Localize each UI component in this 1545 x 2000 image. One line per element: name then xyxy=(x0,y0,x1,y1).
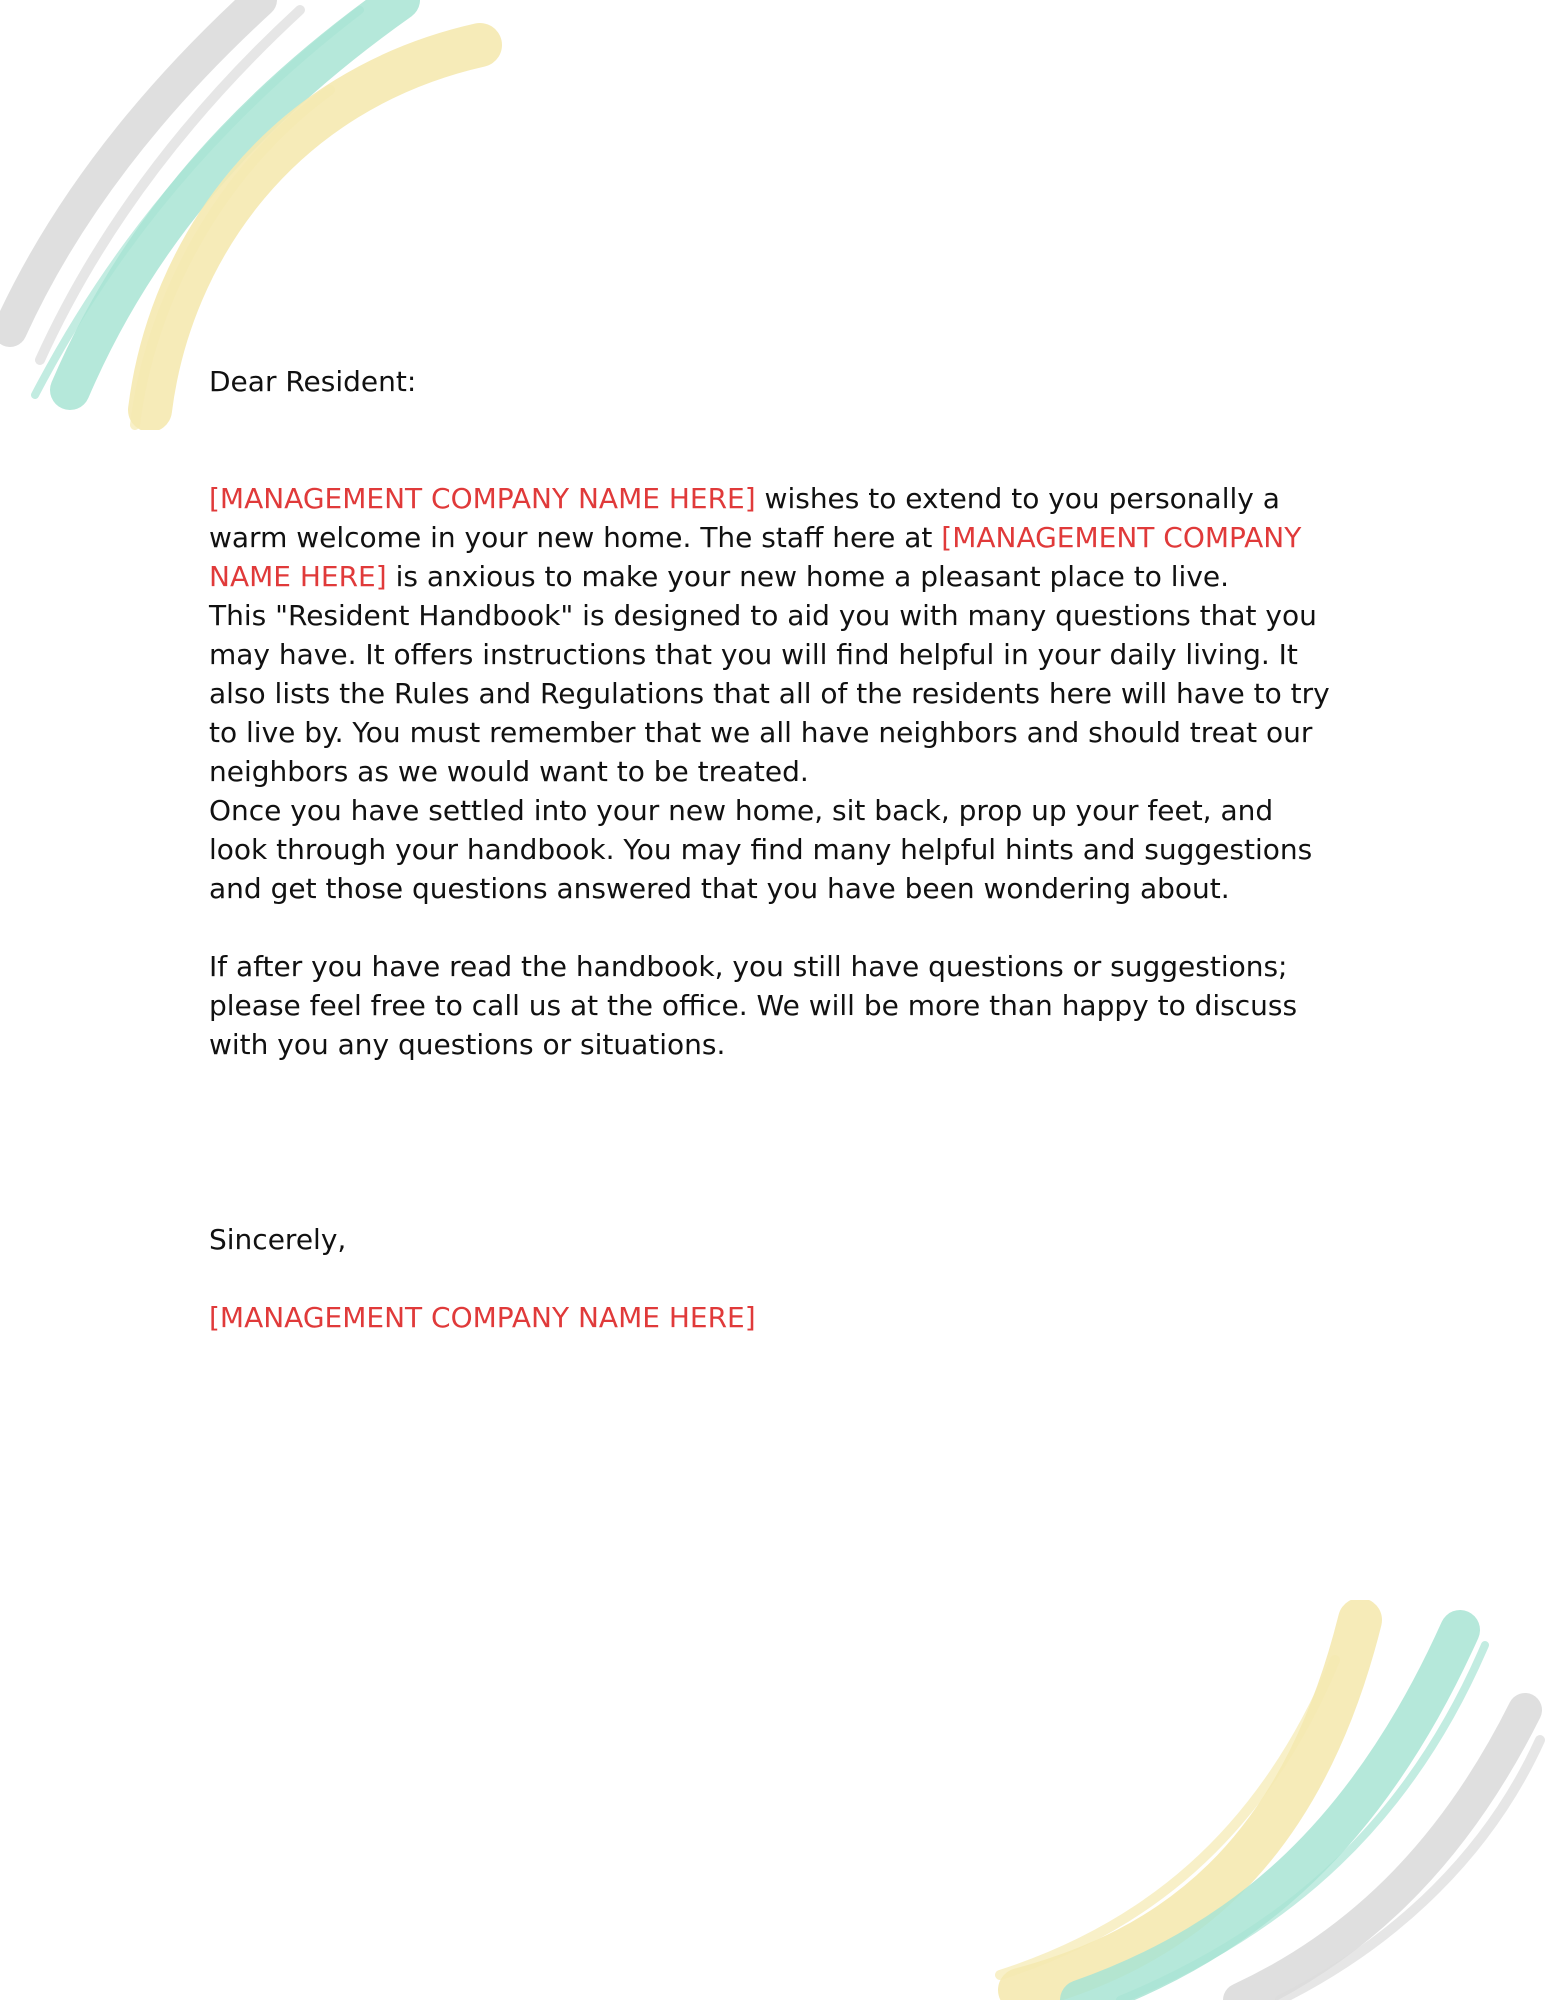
company-name-placeholder: [MANAGEMENT COMPANY NAME HERE] xyxy=(209,521,1302,593)
brush-stroke-decoration-bottom-right xyxy=(990,1600,1545,2000)
paragraph-settled: Once you have settled into your new home, sit back, prop up your feet, and look through your handbook. You may find many helpful hints and suggestions and get those questions answered that you have been wondering about. xyxy=(209,794,1313,905)
paragraph-handbook: This "Resident Handbook" is designed to aid you with many questions that you may have. It offers instructions that you will find helpful in your daily living. It also lists the Rules and Regulations that all of the residents here will have to try to live by. You must remember that we all have neighbors and should treat our neighbors as we would want to be treated. xyxy=(209,599,1330,788)
letter-body xyxy=(209,362,1339,1337)
signature-placeholder: [MANAGEMENT COMPANY NAME HERE] xyxy=(209,1301,756,1334)
paragraph-text: wishes to extend to you personally a warm welcome in your new home. The staff here at xyxy=(209,482,1280,554)
paragraph-welcome xyxy=(209,479,1339,596)
company-name-placeholder: [MANAGEMENT COMPANY NAME HERE] xyxy=(209,482,765,515)
closing: Sincerely, xyxy=(209,1223,347,1256)
paragraph-text: is anxious to make your new home a pleasant place to live. xyxy=(395,560,1230,593)
paragraph-questions: If after you have read the handbook, you still have questions or suggestions; please feel free to call us at the office. We will be more than happy to discuss with you any questions or situations. xyxy=(209,950,1298,1061)
greeting: Dear Resident: xyxy=(209,365,417,398)
